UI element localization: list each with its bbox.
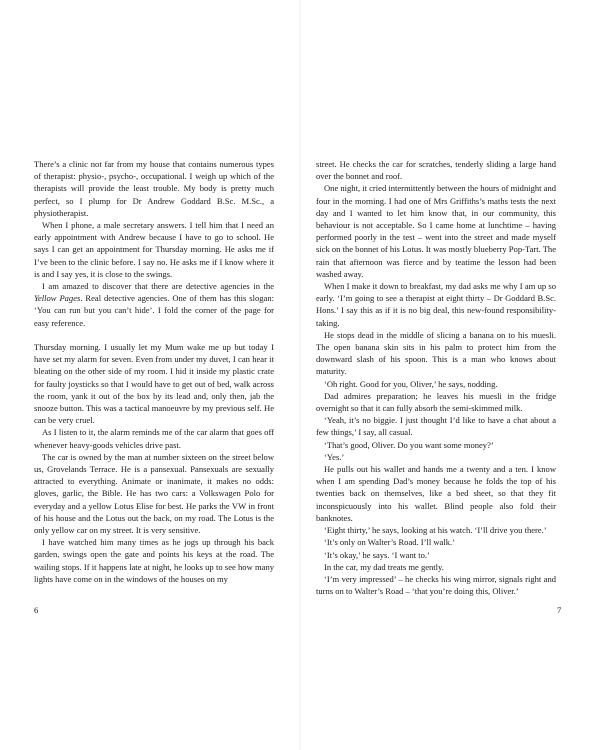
left-page-text [34,158,274,585]
paragraph: I am amazed to discover that there are detective agencies in the Yellow Pages. Real detective agencies. One of them has this slogan: ‘You can run but you can’t hide’. I fold the corner of the page for easy reference. [34,281,274,328]
paragraph: As I listen to it, the alarm reminds me of the car alarm that goes off whenever heavy-goods vehicles drive past. [34,427,274,450]
paragraph: He stops dead in the middle of slicing a banana on to his muesli. The open banana skin sits in his palm to protect him from the downward slash of his spoon. This is a man who knows about maturity. [316,329,556,377]
paragraph: ‘It’s okay,’ he says. ‘I want to.’ [324,549,430,560]
paragraph: He pulls out his wallet and hands me a twenty and a ten. I know when I am spending Dad’s money because he folds the top of his twenties back on themselves, like a bed sheet, so that they fit inconspicuously into his wallet. Blind people also fold their banknotes. [316,464,556,523]
paragraph: One night, it cried intermittently between the hours of midnight and four in the morning. I had one of Mrs Griffiths’s maths tests the next day and I wanted to let him know that, in our community, this behaviour is not acceptable. So I came home at lunchtime – having performed poorly in the test – went into the street and made myself sick on the bonnet of his Lotus. It was mostly blueberry Pop-Tart. The rain that afternoon was fierce and by teatime the lesson had been washed away. [316,183,556,279]
paragraph: ‘Eight thirty,’ he says, looking at his watch. ‘I’ll drive you there.’ [324,525,547,536]
right-page [300,0,600,750]
page-number: 6 [34,605,39,615]
paragraph: When I make it down to breakfast, my dad asks me why I am up so early. ‘I’m going to see a therapist at eight thirty – Dr Goddard B.Sc. Hons.’ I say this as if it is no big deal, this new-found responsibility-taking. [316,281,556,328]
paragraph: ‘That’s good, Oliver. Do you want some money?’ [324,439,494,450]
right-page-text [316,158,556,597]
paragraph: The car is owned by the man at number sixteen on the street below us, Grovelands Terrace. He is a pansexual. Pansexuals are sexually attracted to everything. Animate or inanimate, it makes no odds: gloves, garlic, the Bible. He has two cars: a Volkswagen Polo for everyday and a yellow Lotus Elise for best. He parks the VW in front of his house and the Lotus out the back, on my road. The Lotus is the only yellow car on my street. It is very sensitive. [34,451,274,536]
paragraph: Dad admires preparation; he leaves his muesli in the fridge overnight so that it can fully absorb the semi-skimmed milk. [316,390,556,414]
paragraph: ‘Yes.’ [324,451,345,462]
italic-title: Yellow Pages [34,293,81,304]
paragraph: ‘Oh right. Good for you, Oliver,’ he says, nodding. [324,378,498,389]
paragraph: In the car, my dad treats me gently. [324,561,444,572]
paragraph: When I phone, a male secretary answers. I tell him that I need an early appointment with Andrew because I have to go to school. He says I can get an appointment for Thursday morning. He asks me if I’ve been to the clinic before. I say no. He asks me if I know where it is and I say yes, it is close to the swings. [34,220,274,279]
paragraph: Thursday morning. I usually let my Mum wake me up but today I have set my alarm for seven. Even from under my duvet, I can hear it bleating on the other side of my room. I hid it inside my plastic crate for faulty joysticks so that I would have to get out of bed, walk across the room, yank it out of the box by its lead and, only then, jab the snooze button. This was a tactical manoeuvre by my previous self. He can be very cruel. [34,342,274,426]
paragraph: There’s a clinic not far from my house that contains numerous types of therapist: physio-, psycho-, occupational. I weigh up which of the therapists will provide the least trouble. My body is pretty much perfect, so I plump for Dr Andrew Goddard B.Sc. M.Sc., a physiotherapist. [34,159,274,218]
paragraph: I have watched him many times as he jogs up through his back garden, swings open the gate and points his keys at the road. The wailing stops. If it happens late at night, he looks up to see how many lights have come on in the windows of the houses on my [34,537,274,584]
paragraph: street. He checks the car for scratches, tenderly sliding a large hand over the bonnet and roof. [316,159,556,182]
paragraph: ‘Yeah, it’s no biggie. I just thought I’d like to have a chat about a few things,’ I say, all casual. [316,415,556,438]
paragraph: ‘It’s only on Walter’s Road. I’ll walk.’ [324,537,455,548]
paragraph: ‘I’m very impressed’ – he checks his wing mirror, signals right and turns on to Walter’s Road – ‘that you’re doing this, Oliver.’ [316,573,556,597]
page-number: 7 [557,605,562,615]
